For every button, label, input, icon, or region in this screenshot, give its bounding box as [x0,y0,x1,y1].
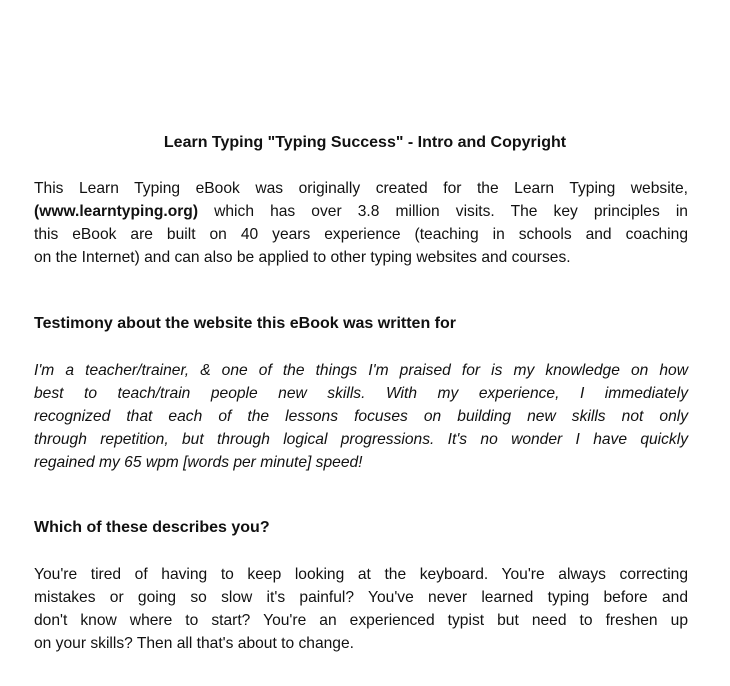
intro-paragraph [34,177,688,269]
describes-line: don't know where to start? You're an experienced typist but need to freshen up [34,612,688,629]
describes-line: mistakes or going so slow it's painful? You've never learned typing before and [34,589,688,606]
describes-line: on your skills? Then all that's about to change. [34,635,354,652]
describes-line: You're tired of having to keep looking at the keyboard. You're always correcting [34,566,688,583]
testimony-line: regained my 65 wpm [words per minute] speed! [34,454,363,471]
intro-line: on the Internet) and can also be applied to other typing websites and courses. [34,249,571,266]
testimony-line: through repetition, but through logical progressions. It's no wonder I have quickly [34,431,688,448]
testimony-paragraph [34,359,688,474]
testimony-line: I'm a teacher/trainer, & one of the things I'm praised for is my knowledge on how [34,362,688,379]
testimony-heading: Testimony about the website this eBook was written for [34,315,456,332]
describes-paragraph [34,563,688,655]
website-url: (www.learntyping.org) [34,203,199,220]
intro-line-url [34,200,688,223]
testimony-line: recognized that each of the lessons focuses on building new skills not only [34,408,688,425]
intro-line: This Learn Typing eBook was originally created for the Learn Typing website, [34,180,688,197]
intro-line: this eBook are built on 40 years experience (teaching in schools and coaching [34,226,688,243]
testimony-line: best to teach/train people new skills. With my experience, I immediately [34,385,688,402]
document-title: Learn Typing "Typing Success" - Intro and Copyright [163,134,567,151]
intro-line-text: which has over 3.8 million visits. The key principles in [214,203,688,220]
describes-heading: Which of these describes you? [34,519,270,536]
